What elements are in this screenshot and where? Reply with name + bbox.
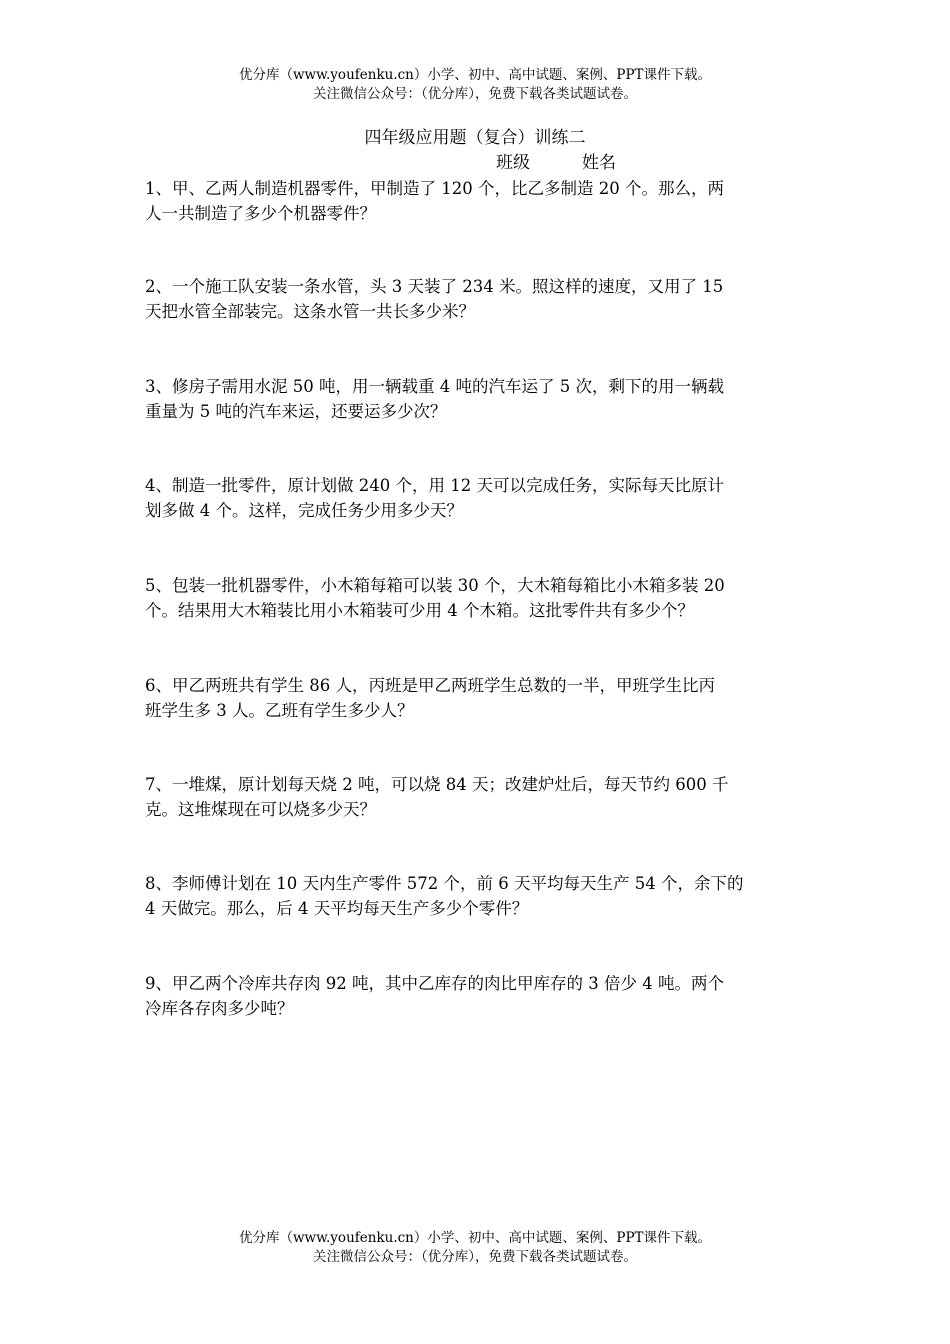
class-label: 班级 <box>496 153 530 173</box>
question-1 <box>145 176 805 226</box>
question-6 <box>145 673 805 723</box>
question-2-line-2: 天把水管全部装完。这条水管一共长多少米？ <box>145 302 475 321</box>
question-2-line-1: 2、一个施工队安装一条水管，头 3 天装了 234 米。照这样的速度，又用了 15 <box>145 277 724 296</box>
question-5-line-2: 个。结果用大木箱装比用小木箱装可少用 4 个木箱。这批零件共有多少个？ <box>145 601 694 620</box>
question-3 <box>145 374 805 424</box>
question-7-line-2: 克。这堆煤现在可以烧多少天？ <box>145 800 376 819</box>
name-label: 姓名 <box>582 153 616 173</box>
question-4 <box>145 473 805 523</box>
question-8-line-2: 4 天做完。那么，后 4 天平均每天生产多少个零件？ <box>145 899 529 918</box>
question-6-line-2: 班学生多 3 人。乙班有学生多少人？ <box>145 701 414 720</box>
question-8 <box>145 871 805 921</box>
question-6-line-1: 6、甲乙两班共有学生 86 人，丙班是甲乙两班学生总数的一半，甲班学生比丙 <box>145 676 715 695</box>
footer-line-1: 优分库（www.youfenku.cn）小学、初中、高中试题、案例、PPT课件下载。 <box>238 1230 712 1246</box>
footer-line-2: 关注微信公众号：（优分库），免费下载各类试题试卷。 <box>313 1249 637 1265</box>
class-name-row <box>496 152 616 174</box>
question-5-line-1: 5、包装一批机器零件，小木箱每箱可以装 30 个，大木箱每箱比小木箱多装 20 <box>145 576 725 595</box>
question-3-line-1: 3、修房子需用水泥 50 吨，用一辆载重 4 吨的汽车运了 5 次，剩下的用一辆载 <box>145 377 724 396</box>
question-2 <box>145 274 805 324</box>
question-4-line-2: 划多做 4 个。这样，完成任务少用多少天？ <box>145 501 463 520</box>
question-5 <box>145 573 805 623</box>
question-9 <box>145 971 805 1021</box>
question-7 <box>145 772 805 822</box>
question-1-line-2: 人一共制造了多少个机器零件？ <box>145 204 376 223</box>
question-8-line-1: 8、李师傅计划在 10 天内生产零件 572 个，前 6 天平均每天生产 54 个，余下的 <box>145 874 744 893</box>
question-3-line-2: 重量为 5 吨的汽车来运，还要运多少次？ <box>145 402 447 421</box>
header-line-1: 优分库（www.youfenku.cn）小学、初中、高中试题、案例、PPT课件下载。 <box>238 67 712 83</box>
question-9-line-2: 冷库各存肉多少吨？ <box>145 999 294 1018</box>
header-line-2: 关注微信公众号：（优分库），免费下载各类试题试卷。 <box>313 86 637 102</box>
question-4-line-1: 4、制造一批零件，原计划做 240 个，用 12 天可以完成任务，实际每天比原计 <box>145 476 724 495</box>
question-1-line-1: 1、甲、乙两人制造机器零件，甲制造了 120 个，比乙多制造 20 个。那么，两 <box>145 179 724 198</box>
question-7-line-1: 7、一堆煤，原计划每天烧 2 吨，可以烧 84 天；改建炉灶后，每天节约 600 千 <box>145 775 729 794</box>
worksheet-title: 四年级应用题（复合）训练二 <box>364 128 586 148</box>
question-9-line-1: 9、甲乙两个冷库共存肉 92 吨，其中乙库存的肉比甲库存的 3 倍少 4 吨。两个 <box>145 974 724 993</box>
